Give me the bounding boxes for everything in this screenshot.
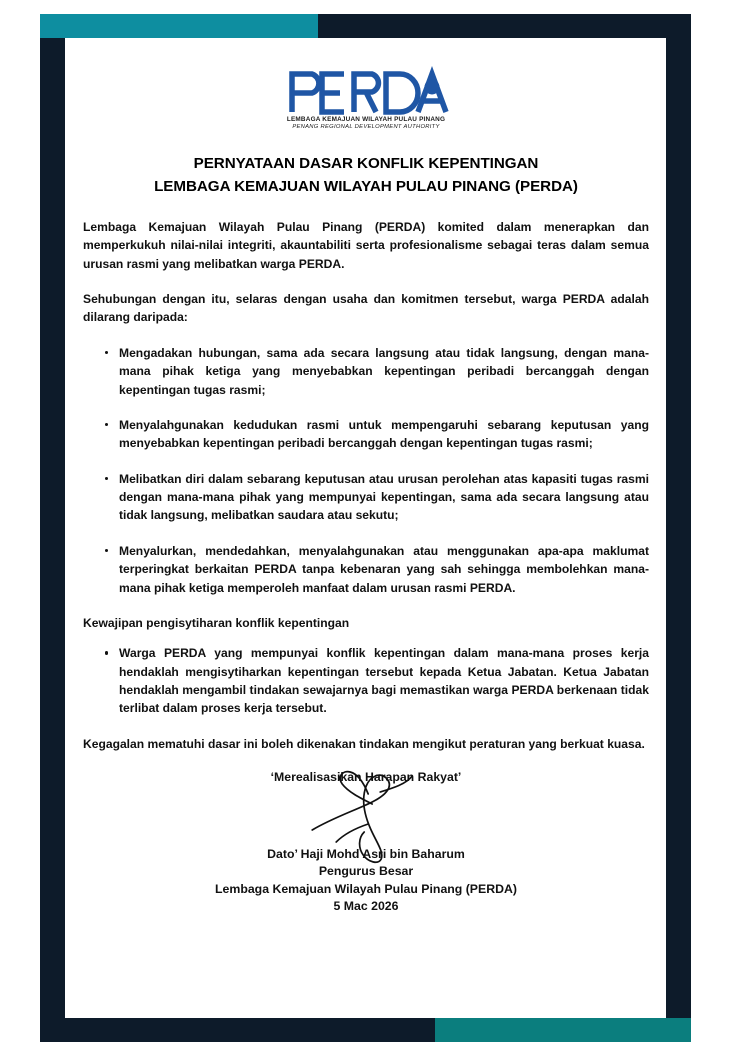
frame-bar-bottom-navy xyxy=(40,1018,435,1042)
duty-heading: Kewajipan pengisytiharan konflik kepentingan xyxy=(83,615,350,630)
frame-bar-left-navy xyxy=(40,38,65,1018)
closing-paragraph: Kegagalan mematuhi dasar ini boleh dikenakan tindakan mengikut peraturan yang berkuat kuasa. xyxy=(83,736,645,751)
logo-subtitle-english: PENANG REGIONAL DEVELOPMENT AUTHORITY xyxy=(292,123,440,130)
list-item: Menyalurkan, mendedahkan, menyalahgunakan atau menggunakan apa-apa maklumat terperingkat berkaitan PERDA tanpa kebenaran yang sah sehingga membolehkan mana-mana pihak ketiga memperoleh manfaat dalam urusan rasmi PERDA. xyxy=(105,542,649,597)
list-item: Mengadakan hubungan, sama ada secara langsung atau tidak langsung, dengan mana-mana pihak ketiga yang menyebabkan kepentingan peribadi bercanggah dengan kepentingan tugas rasmi; xyxy=(105,344,649,399)
perda-logo xyxy=(66,39,666,130)
document-page xyxy=(66,39,666,1018)
list-item: Melibatkan diri dalam sebarang keputusan atau urusan perolehan atas kapasiti tugas rasmi dengan mana-mana pihak yang mempunyai kepentingan, sama ada secara langsung atau tidak langsung, melibatkan saudara atau sekutu; xyxy=(105,470,649,525)
document-body xyxy=(66,218,666,753)
logo-dot-icon xyxy=(425,80,440,95)
signatory-name: Dato’ Haji Mohd Asri bin Baharum xyxy=(267,847,465,861)
frame-bar-bottom-teal xyxy=(435,1018,691,1042)
frame-bar-top-navy xyxy=(318,14,691,38)
frame-bar-right-navy xyxy=(666,38,691,1018)
intro-paragraph: Lembaga Kemajuan Wilayah Pulau Pinang (PERDA) komited dalam menerapkan dan memperkukuh nilai-nilai integriti, akauntabiliti serta profesionalisme sebagai teras dalam semua urusan rasmi yang melibatkan warga PERDA. xyxy=(83,219,649,271)
page-title-line-1: PERNYATAAN DASAR KONFLIK KEPENTINGAN xyxy=(193,154,539,172)
organisation-motto: ‘Merealisasikan Harapan Rakyat’ xyxy=(270,770,462,784)
page-title xyxy=(66,152,666,198)
signature-block xyxy=(66,770,666,916)
signatory-position: Pengurus Besar xyxy=(318,864,414,879)
perda-wordmark-icon xyxy=(282,65,450,117)
signature-date: 5 Mac 2026 xyxy=(333,899,399,914)
list-item: Menyalahgunakan kedudukan rasmi untuk mempengaruhi sebarang keputusan yang menyebabkan kepentingan peribadi bercanggah dengan kepentingan tugas rasmi; xyxy=(105,416,649,453)
signatory-details xyxy=(83,846,649,916)
frame-bar-top-teal xyxy=(40,14,318,38)
duty-list xyxy=(83,644,649,718)
lead-in-paragraph: Sehubungan dengan itu, selaras dengan usaha dan komitmen tersebut, warga PERDA adalah dilarang daripada: xyxy=(83,292,649,325)
list-item: Warga PERDA yang mempunyai konflik kepentingan dalam mana-mana proses kerja hendaklah mengisytiharkan kepentingan tersebut kepada Ketua Jabatan. Ketua Jabatan hendaklah mengambil tindakan sewajarnya bagi memastikan warga PERDA berkenaan tidak terlibat dalam proses kerja tersebut. xyxy=(105,644,649,718)
prohibitions-list xyxy=(83,344,649,597)
signatory-organisation: Lembaga Kemajuan Wilayah Pulau Pinang (PERDA) xyxy=(215,881,517,896)
page-title-line-2: LEMBAGA KEMAJUAN WILAYAH PULAU PINANG (PERDA) xyxy=(154,177,578,195)
logo-subtitle-malay: LEMBAGA KEMAJUAN WILAYAH PULAU PINANG xyxy=(286,116,446,123)
